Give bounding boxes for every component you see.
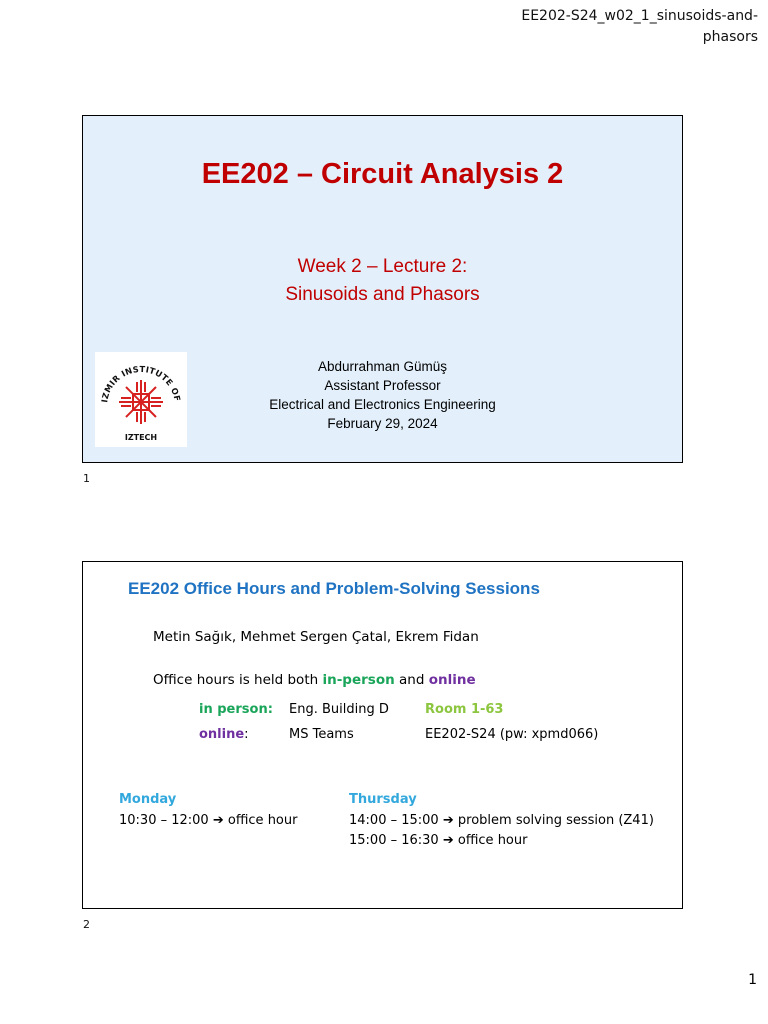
document-header — [458, 6, 758, 48]
slide-1 — [82, 115, 683, 463]
monday-time: 10:30 – 12:00 — [119, 813, 209, 828]
office-online: online — [428, 672, 476, 688]
slide-number-2: 2 — [83, 918, 90, 931]
slide-subtitle — [83, 253, 682, 309]
page-number: 1 — [748, 972, 757, 988]
arrow-icon: ➔ — [442, 813, 454, 828]
monday-row — [119, 813, 297, 828]
arrow-icon: ➔ — [442, 833, 454, 848]
inperson-room: Room 1-63 — [425, 702, 504, 717]
lecture-date: February 29, 2024 — [327, 416, 438, 431]
filename-line-1: EE202-S24_w02_1_sinusoids-and- — [521, 8, 758, 24]
author-block — [83, 357, 682, 433]
office-prefix: Office hours is held both — [153, 672, 319, 688]
slide-number-1: 1 — [83, 472, 90, 485]
online-colon: : — [244, 727, 249, 742]
thursday-label: Thursday — [349, 792, 417, 807]
author-position: Assistant Professor — [324, 378, 441, 393]
inperson-label: in person: — [199, 702, 273, 717]
thursday-row — [349, 833, 527, 848]
logo-iztech-text: IZTECH — [124, 433, 158, 442]
arrow-icon: ➔ — [212, 813, 224, 828]
staff-names: Metin Sağık, Mehmet Sergen Çatal, Ekrem Fidan — [153, 629, 479, 645]
online-team: EE202-S24 (pw: xpmd066) — [425, 727, 599, 742]
monday-label: Monday — [119, 792, 177, 807]
slide-title: EE202 Office Hours and Problem-Solving Sessions — [128, 579, 540, 598]
online-label: online — [199, 727, 245, 742]
inperson-place: Eng. Building D — [289, 702, 389, 717]
logo-ring-text: IZMIR INSTITUTE OF — [99, 363, 183, 404]
subtitle-line-2: Sinusoids and Phasors — [285, 284, 480, 305]
thursday-time: 14:00 – 15:00 — [349, 813, 439, 828]
online-label-wrap — [199, 727, 249, 742]
author-department: Electrical and Electronics Engineering — [269, 397, 496, 412]
thursday-desc: office hour — [457, 833, 528, 848]
filename-line-2: phasors — [702, 29, 758, 45]
office-and: and — [399, 672, 425, 688]
slide-2 — [82, 561, 683, 909]
thursday-time: 15:00 – 16:30 — [349, 833, 439, 848]
author-name: Abdurrahman Gümüş — [317, 359, 448, 374]
office-hours-line — [153, 672, 476, 688]
thursday-desc: problem solving session (Z41) — [457, 813, 654, 828]
subtitle-line-1: Week 2 – Lecture 2: — [297, 256, 468, 277]
monday-desc: office hour — [227, 813, 298, 828]
office-inperson: in-person — [322, 672, 395, 688]
slide-title: EE202 – Circuit Analysis 2 — [201, 158, 564, 190]
online-place: MS Teams — [289, 727, 354, 742]
thursday-row — [349, 813, 654, 828]
